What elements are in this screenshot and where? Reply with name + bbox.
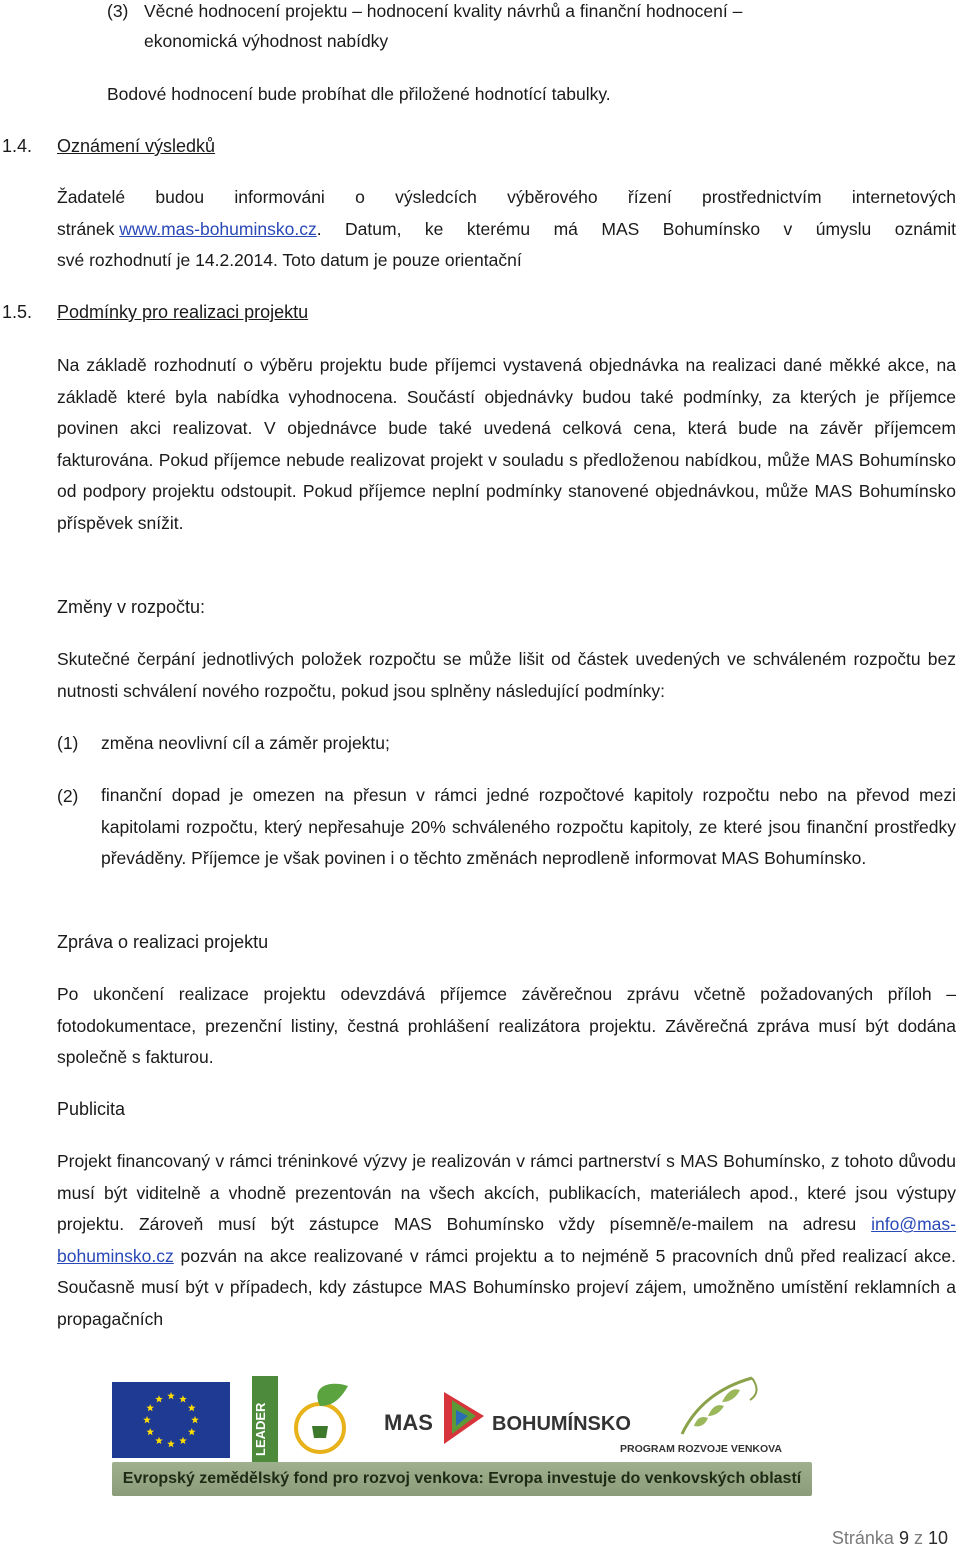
paragraph-line: Žadatelé budou informováni o výsledcích výběrového řízení prostřednictvím internetových xyxy=(57,187,956,207)
eu-star-icon xyxy=(146,1404,154,1411)
leader-icon xyxy=(252,1376,362,1462)
subheading: Publicita xyxy=(57,1099,126,1119)
page-number xyxy=(832,1528,948,1549)
eu-flag-logo xyxy=(112,1382,230,1458)
page-number-label: Stránka xyxy=(831,1528,899,1548)
eu-star-icon xyxy=(167,1392,175,1399)
eu-star-icon xyxy=(188,1428,196,1435)
eu-star-icon xyxy=(167,1440,175,1447)
prv-icon xyxy=(612,1372,812,1460)
subheading: Zpráva o realizaci projektu xyxy=(57,932,269,952)
mas-bohuminsko-logo xyxy=(384,1386,631,1452)
eu-star-icon xyxy=(155,1395,163,1402)
leader-text: LEADER xyxy=(253,1402,268,1456)
bohuminsko-text: BOHUMÍNSKO xyxy=(492,1413,631,1435)
mas-text: MAS xyxy=(384,1410,433,1435)
text: Projekt financovaný v rámci tréninkové výzvy je realizován v rámci partnerství s MAS Bohumínsko, z tohoto důvodu musí být viditelně a vhodně prezentován na všech akcích, publikacích, materiálech apod., které jsou výstupy projektu. Zároveň musí být zástupce MAS Bohumínsko vždy písemně/e-mailem na adresu xyxy=(57,1151,956,1234)
text: pozván na akce realizované v rámci projektu a to nejméně 5 pracovních dnů před realizací akce. Současně musí být v případech, kdy zástupce MAS Bohumínsko projeví zájem, umožněno umístění reklamních a propagačních xyxy=(57,1245,956,1329)
eu-star-icon xyxy=(179,1395,187,1402)
page-current: 9 xyxy=(898,1528,909,1548)
publicity-paragraph xyxy=(57,1146,956,1335)
eafrd-banner: Evropský zemědělský fond pro rozvoj venkova: Evropa investuje do venkovských oblastí xyxy=(112,1462,812,1496)
page-total: 10 xyxy=(927,1528,948,1548)
subheading: Změny v rozpočtu: xyxy=(57,597,206,617)
funding-logos xyxy=(112,1372,812,1500)
scoring-note: Bodové hodnocení bude probíhat dle přiložené hodnotící tabulky. xyxy=(107,84,611,104)
eu-star-icon xyxy=(143,1416,151,1423)
eu-star-icon xyxy=(155,1437,163,1444)
results-paragraph xyxy=(57,182,956,277)
mas-logo-icon xyxy=(384,1386,631,1452)
eu-star-icon xyxy=(191,1416,199,1423)
list-number: (1) xyxy=(57,733,79,753)
list-number: (3) xyxy=(107,1,129,21)
eu-stars-icon xyxy=(112,1382,230,1458)
eu-star-icon xyxy=(179,1437,187,1444)
leader-logo xyxy=(252,1376,362,1462)
paragraph-line xyxy=(57,214,956,246)
budget-intro: Skutečné čerpání jednotlivých položek rozpočtu se může lišit od částek uvedených ve schváleném rozpočtu bez nutnosti schválení nového rozpočtu, pokud jsou splněny následující podmínky: xyxy=(57,649,956,701)
text: . Datum, ke kterému má MAS Bohumínsko v úmyslu oznámit xyxy=(316,218,956,239)
email-link[interactable]: info@mas-bohuminsko.cz xyxy=(57,1214,956,1266)
eu-star-icon xyxy=(188,1404,196,1411)
conditions-paragraph: Na základě rozhodnutí o výběru projektu bude příjemci vystavená objednávka na realizaci dané měkké akce, na základě které byla nabídka vyhodnocena. Součástí objednávky budou také podmínky, za kterých je příjemce povinen akci realizovat. V objednávce bude také uvedená celková cena, která bude na závěr příjemcem fakturována. Pokud příjemce nebude realizovat projekt v souladu s předloženou nabídkou, může MAS Bohumínsko od podpory projektu odstoupit. Pokud příjemce neplní podmínky stanovené objednávkou, může MAS Bohumínsko příspěvek snížit. xyxy=(57,355,956,533)
list-number: (2) xyxy=(57,786,79,806)
prv-logo xyxy=(612,1372,812,1460)
paragraph-line: své rozhodnutí je 14.2.2014. Toto datum je pouze orientační xyxy=(57,250,522,270)
section-number: 1.4. xyxy=(2,136,33,156)
list-item: finanční dopad je omezen na přesun v rámci jedné rozpočtové kapitoly rozpočtu nebo na převod mezi kapitolami rozpočtu, který nepřesahuje 20% schváleného rozpočtu kapitoly, ze které jsou finanční prostředky převáděny. Příjemce je však povinen i o těchto změnách neprodleně informovat MAS Bohumínsko. xyxy=(101,785,956,868)
criterion-text: Věcné hodnocení projektu – hodnocení kvality návrhů a finanční hodnocení – xyxy=(144,1,743,21)
criterion-text: ekonomická výhodnost nabídky xyxy=(144,31,389,51)
section-number: 1.5. xyxy=(2,302,33,322)
text: stránek xyxy=(57,218,115,239)
section-title: Oznámení výsledků xyxy=(57,136,216,156)
eu-star-icon xyxy=(146,1428,154,1435)
report-paragraph: Po ukončení realizace projektu odevzdává příjemce závěrečnou zprávu včetně požadovaných příloh – fotodokumentace, prezenční listiny, čestná prohlášení realizátora projektu. Závěrečná zpráva musí být dodána společně s fakturou. xyxy=(57,984,956,1067)
list-item: změna neovlivní cíl a záměr projektu; xyxy=(101,733,390,753)
prv-text: PROGRAM ROZVOJE VENKOVA xyxy=(620,1443,782,1455)
page-number-sep: z xyxy=(908,1528,928,1548)
website-link[interactable]: www.mas-bohuminsko.cz xyxy=(119,218,317,239)
section-title: Podmínky pro realizaci projektu xyxy=(57,302,309,322)
